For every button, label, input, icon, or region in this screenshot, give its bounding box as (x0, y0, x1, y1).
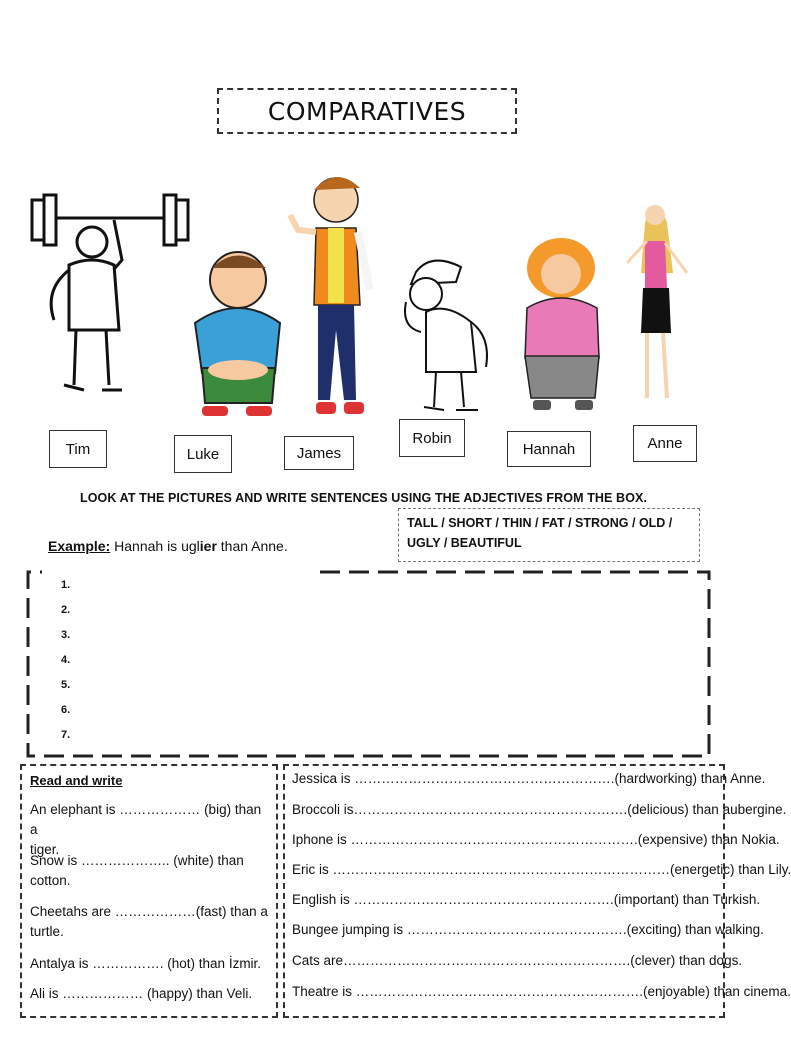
comparison-item: Cats are……………………………………………………….(clever) than dogs. (292, 953, 743, 968)
answer-number: 7. (61, 729, 71, 741)
name-luke: Luke (174, 435, 232, 473)
read-write-item: An elephant is ……………… (big) than a tiger. (30, 802, 262, 857)
adjective-line-1: TALL / SHORT / THIN / FAT / STRONG / OLD / (407, 516, 673, 530)
example-label: Example: (48, 538, 111, 554)
read-write-heading: Read and write (30, 773, 123, 788)
name-james: James (284, 436, 354, 470)
name-tim: Tim (49, 430, 107, 468)
title-box (217, 88, 517, 134)
name-hannah: Hannah (507, 431, 591, 467)
comparison-item: Iphone is ……………………………………………………….(expensive) than Nokia. (292, 832, 780, 847)
answer-number: 5. (61, 679, 71, 691)
comparison-item: Theatre is ……………………………………………………….(enjoyable) than cinema. (292, 984, 791, 999)
example-bold: ier (199, 538, 217, 554)
name-anne: Anne (633, 425, 697, 462)
example-sentence (48, 538, 288, 554)
comparison-item: English is ………………………………………………….(important) than Turkish. (292, 892, 761, 907)
read-write-item: Antalya is ……………. (hot) than İzmir. (30, 956, 262, 971)
robin-figure (386, 242, 501, 417)
instruction-text: LOOK AT THE PICTURES AND WRITE SENTENCES USING THE ADJECTIVES FROM THE BOX. (80, 491, 648, 505)
answer-number: 1. (61, 579, 71, 591)
answer-number: 2. (61, 604, 71, 616)
example-post: than Anne. (216, 538, 288, 554)
answer-number: 6. (61, 704, 71, 716)
luke-figure (180, 248, 290, 423)
comparison-item: Eric is …………………………………………………………………(energetic) than Lily. (292, 862, 791, 877)
adjective-line-2: UGLY / BEAUTIFUL (407, 536, 522, 550)
answer-number: 3. (61, 629, 71, 641)
answer-number: 4. (61, 654, 71, 666)
read-write-item: Ali is ……………… (happy) than Veli. (30, 986, 253, 1001)
anne-figure (617, 193, 702, 418)
comparison-item: Jessica is ………………………………………………….(hardworking) than Anne. (292, 771, 766, 786)
hannah-figure (515, 238, 610, 418)
page-title: COMPARATIVES (267, 96, 467, 126)
comparison-item: Broccoli is…………………………………………………….(delicious) than aubergine. (292, 802, 787, 817)
read-write-item: Snow is ……………….. (white) than cotton. (30, 853, 244, 888)
example-pre: Hannah is ugl (114, 538, 200, 554)
name-robin: Robin (399, 419, 465, 457)
comparison-item: Bungee jumping is ………………………………………….(exciting) than walking. (292, 922, 764, 937)
answer-box (24, 568, 714, 762)
adjective-box (398, 508, 700, 562)
read-write-item: Cheetahs are ………………(fast) than a turtle. (30, 904, 268, 939)
tim-figure (14, 180, 204, 410)
james-figure (288, 170, 383, 425)
answer-list (61, 579, 70, 754)
